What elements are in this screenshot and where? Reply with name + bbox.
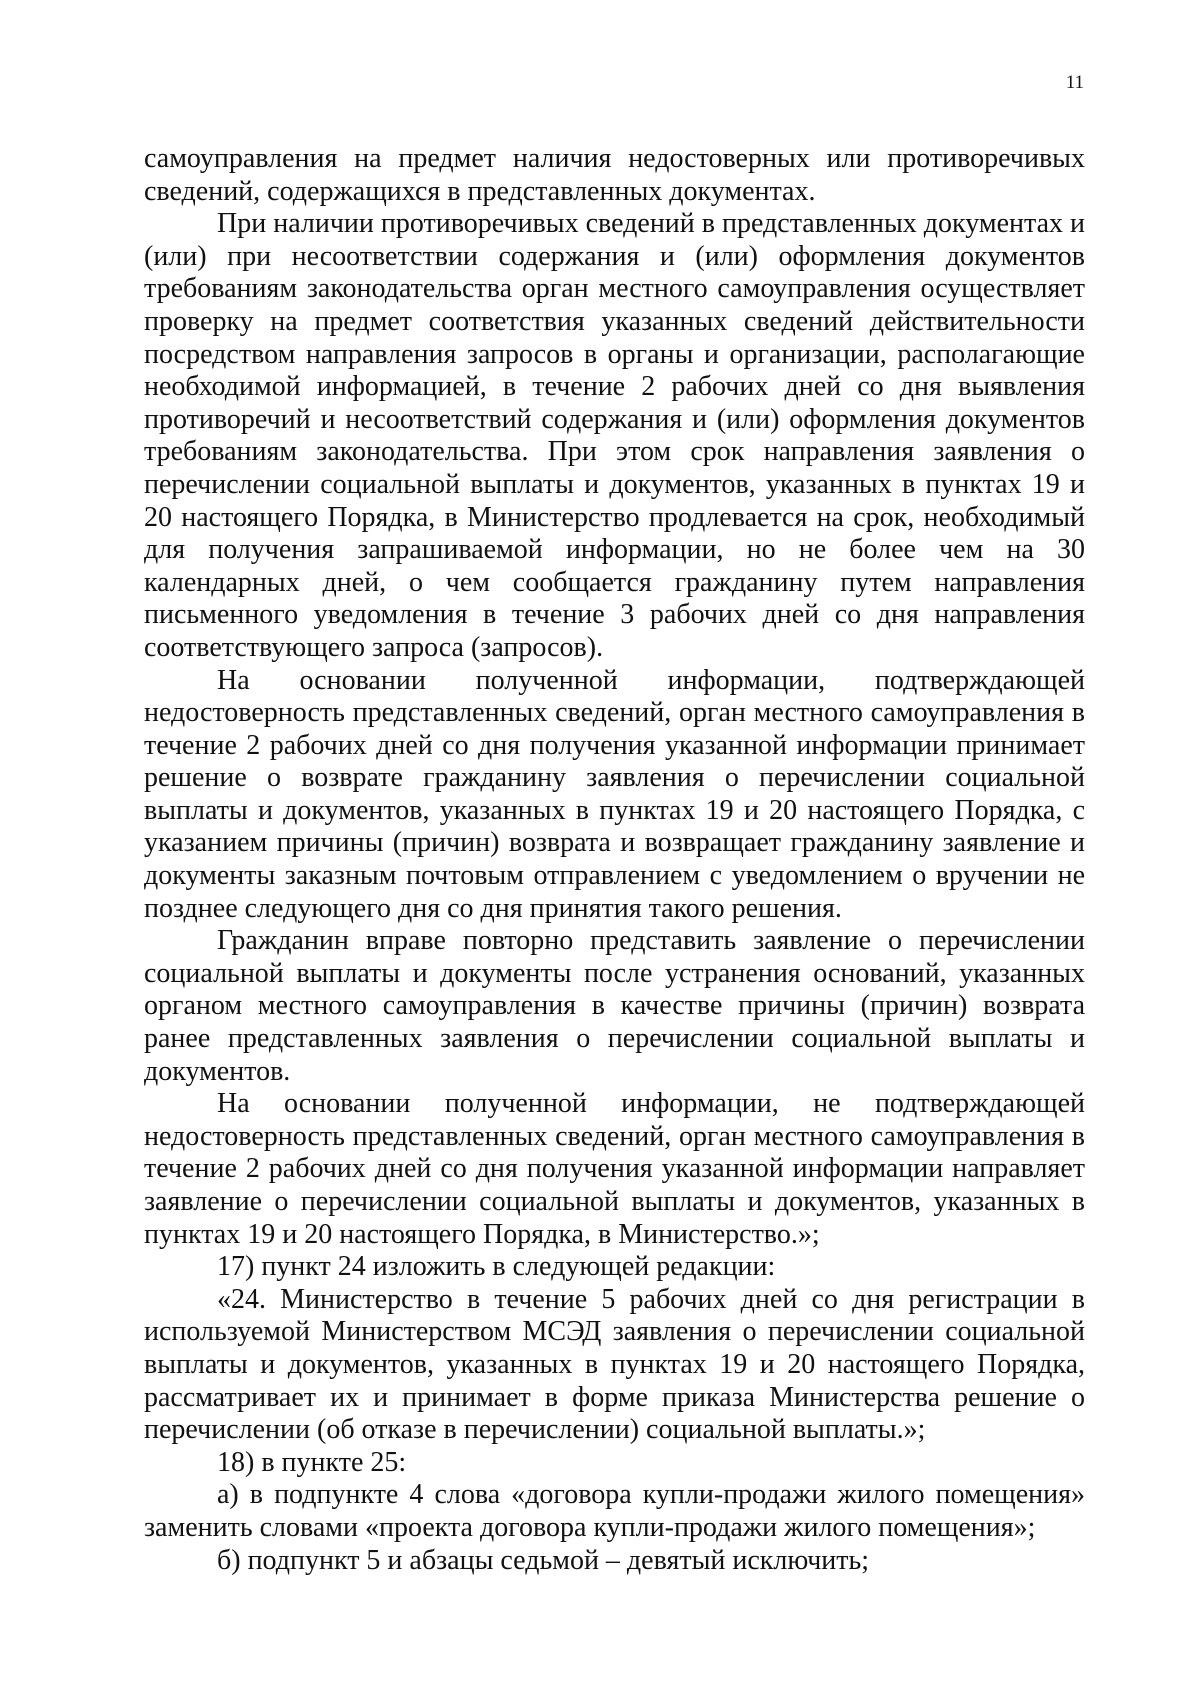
page-number: 11 (1065, 72, 1084, 93)
paragraph-forwarding-to-ministry: На основании полученной информации, не подтверждающей недостоверность представленных сведений, орган местного самоуправления в течение 2 рабочих дней со дня получения указанной информации направляет заявление о перечислении социальной выплаты и документов, указанных в пунктах 19 и 20 настоящего Порядка, в Министерство.»; (144, 1088, 1085, 1250)
paragraph-subitem-b: б) подпункт 5 и абзацы седьмой – девятый исключить; (217, 1544, 870, 1576)
paragraph-subitem-a: а) в подпункте 4 слова «договора купли-продажи жилого помещения» заменить словами «проекта договора купли-продажи жилого помещения»; (144, 1479, 1085, 1543)
paragraph-resubmission-right: Гражданин вправе повторно представить заявление о перечислении социальной выплаты и документы после устранения оснований, указанных органом местного самоуправления в качестве причины (причин) возврата ранее представленных заявления о перечислении социальной выплаты и документов. (144, 925, 1085, 1087)
paragraph-item-17: 17) пункт 24 изложить в следующей редакции: (217, 1251, 776, 1283)
paragraph-point-24-text: «24. Министерство в течение 5 рабочих дней со дня регистрации в используемой Министерством МСЭД заявления о перечислении социальной выплаты и документов, указанных в пунктах 19 и 20 настоящего Порядка, рассматривает их и принимает в форме приказа Министерства решение о перечислении (об отказе в перечислении) социальной выплаты.»; (144, 1283, 1085, 1446)
paragraph-verification-procedure: При наличии противоречивых сведений в представленных документах и (или) при несоответствии содержания и (или) оформления документов требованиям законодательства орган местного самоуправления осуществляет проверку на предмет соответствия указанных сведений действительности посредством направления запросов в органы и организации, располагающие необходимой информацией, в течение 2 рабочих дней со дня выявления противоречий и несоответствий содержания и (или) оформления документов требованиям законодательства. При этом срок направления заявления о перечислении социальной выплаты и документов, указанных в пунктах 19 и 20 настоящего Порядка, в Министерство продлевается на срок, необходимый для получения запрашиваемой информации, но не более чем на 30 календарных дней, о чем сообщается гражданину путем направления письменного уведомления в течение 3 рабочих дней со дня направления соответствующего запроса (запросов). (144, 208, 1085, 663)
paragraph-item-18: 18) в пункте 25: (217, 1446, 407, 1478)
document-body (144, 143, 1085, 1577)
paragraph-return-decision: На основании полученной информации, подтверждающей недостоверность представленных сведений, орган местного самоуправления в течение 2 рабочих дней со дня получения указанной информации принимает решение о возврате гражданину заявления о перечислении социальной выплаты и документов, указанных в пунктах 19 и 20 настоящего Порядка, с указанием причины (причин) возврата и возвращает гражданину заявление и документы заказным почтовым отправлением с уведомлением о вручении не позднее следующего дня со дня принятия такого решения. (144, 664, 1085, 924)
paragraph-continuation: самоуправления на предмет наличия недостоверных или противоречивых сведений, содержащихся в представленных документах. (144, 143, 1085, 207)
